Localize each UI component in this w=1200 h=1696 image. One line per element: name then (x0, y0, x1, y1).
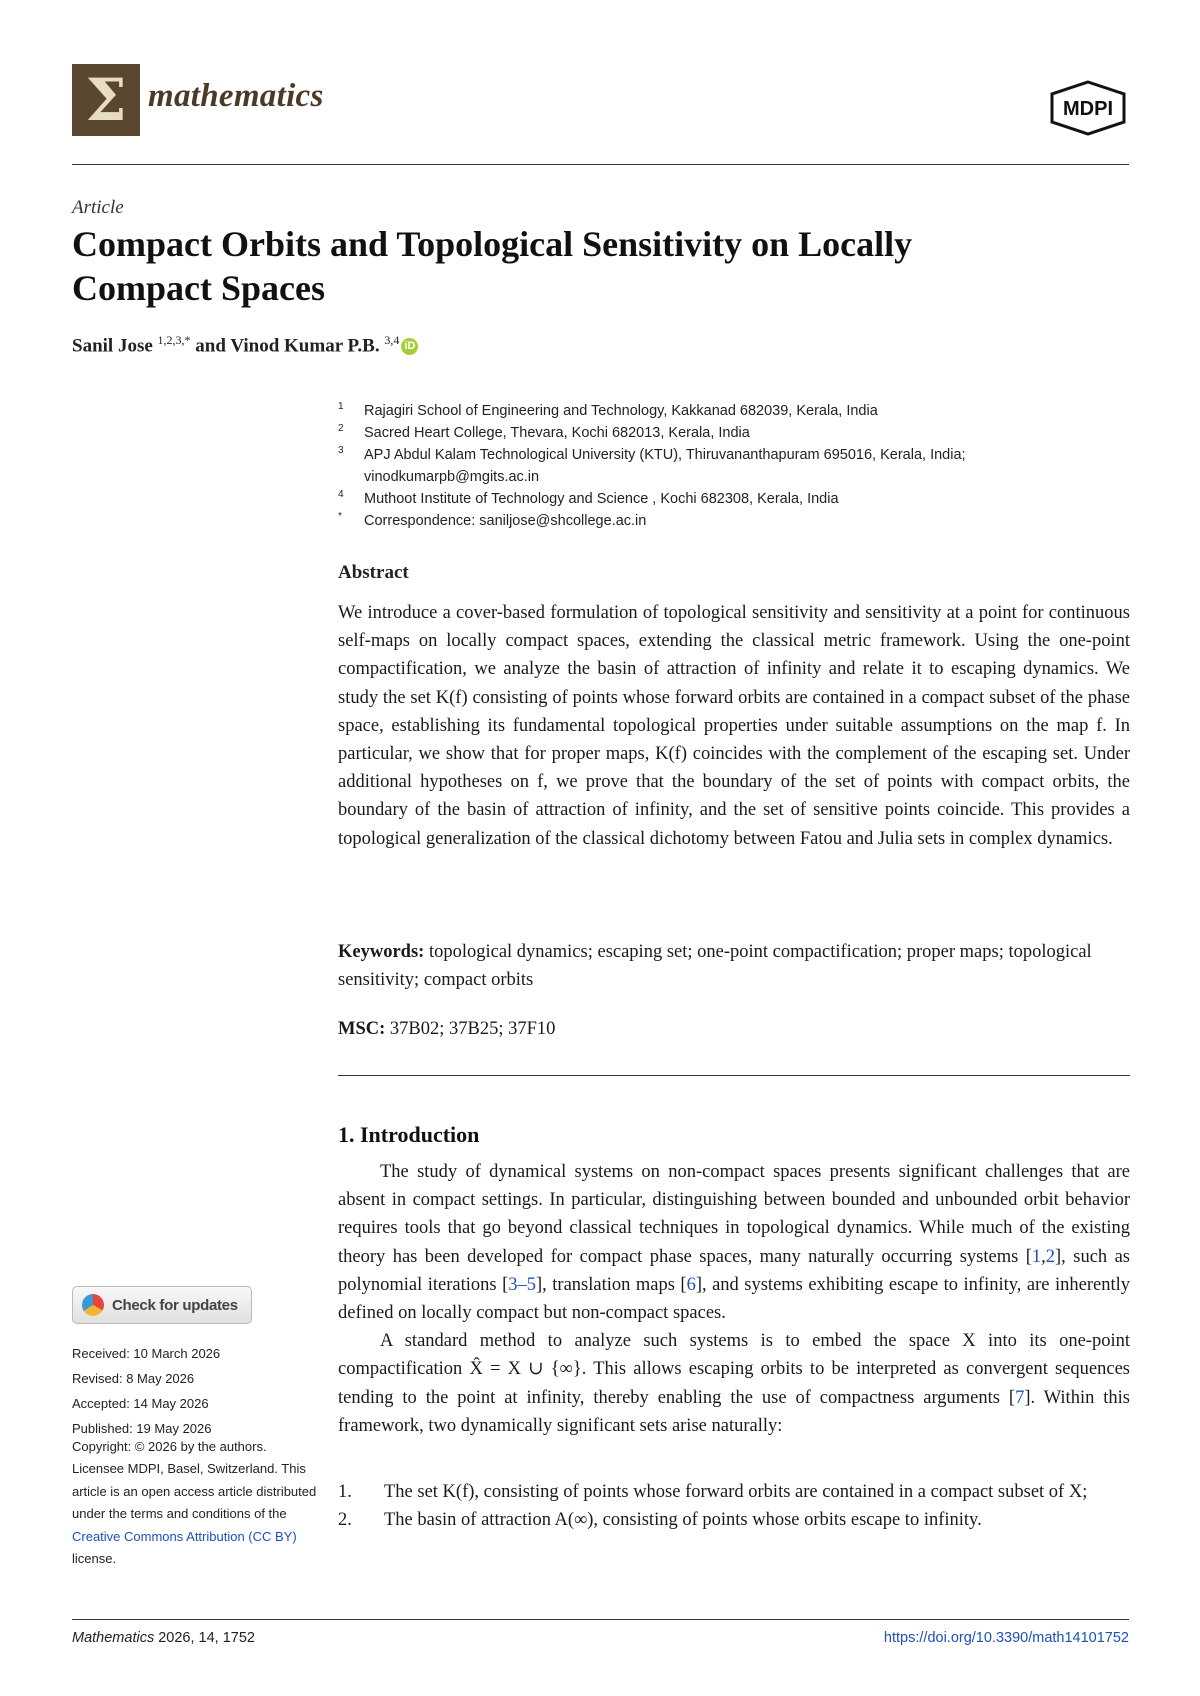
msc-text: 37B02; 37B25; 37F10 (389, 1019, 556, 1039)
list-text: The basin of attraction A(∞), consisting of points whose orbits escape to infinity. (384, 1510, 982, 1531)
affiliation-text: APJ Abdul Kalam Technological University (KTU), Thiruvananthapuram 695016, Kerala, India; (364, 447, 966, 463)
citation-link[interactable]: 3 (508, 1274, 518, 1295)
orcid-icon[interactable]: iD (401, 338, 418, 355)
keywords (338, 938, 1130, 994)
paragraph (338, 1327, 1130, 1440)
revised-date: Revised: 8 May 2026 (72, 1371, 195, 1386)
updates-icon (82, 1294, 104, 1316)
check-updates-label: Check for updates (112, 1296, 238, 1314)
footer-citation (72, 1630, 255, 1646)
citation-link[interactable]: 7 (1015, 1387, 1025, 1408)
copyright-text: Copyright: © 2026 by the authors. Licensee MDPI, Basel, Switzerland. This article is an open access article distributed under the terms and conditions of the (72, 1439, 317, 1522)
author-2-affil: 3,4 (384, 333, 400, 347)
correspondence-item (338, 510, 1138, 532)
abstract-text: We introduce a cover-based formulation of topological sensitivity and sensitivity at a point for continuous self-maps on locally compact spaces, extending the classical metric framework. Using the one-point compactification, we analyze the basin of attraction of infinity and relate it to escaping dynamics. We study the set K(f) consisting of points whose forward orbits are contained in a compact subset of the phase space, establishing its fundamental topological properties under suitable assumptions on the map f. In particular, we show that for proper maps, K(f) coincides with the complement of the escaping set. Under additional hypotheses on f, we prove that the boundary of the set of points with compact orbits, the boundary of the basin of attraction of infinity, and the set of sensitive points coincide. This provides a topological generalization of the classical dichotomy between Fatou and Julia sets in complex dynamics. (338, 603, 1130, 849)
author-1[interactable]: Sanil Jose (72, 335, 153, 357)
keywords-label: Keywords: (338, 942, 425, 962)
journal-name[interactable]: mathematics (148, 78, 324, 114)
accepted-date: Accepted: 14 May 2026 (72, 1396, 209, 1411)
text-run: A standard method to analyze such systems is to embed the space X into its one-point compactification X̂ = X ∪ {∞}. This allows escaping orbits to be interpreted as convergent sequences tending to the point at infinity, thereby enabling the use of compactness arguments [ (338, 1331, 1130, 1408)
check-for-updates-button[interactable] (72, 1286, 252, 1324)
journal-logo (72, 64, 140, 136)
author-1-affil: 1,2,3,* (157, 333, 191, 347)
sigma-glyph: Σ (85, 66, 127, 134)
text-run: ], such as polynomial iterations [ (338, 1246, 1130, 1295)
header-divider (72, 164, 1129, 165)
affiliation-email[interactable]: vinodkumarpb@mgits.ac.in (364, 469, 540, 485)
affiliation-text: Sacred Heart College, Thevara, Kochi 682013, Kerala, India (364, 425, 750, 441)
affiliation-item (338, 444, 1138, 488)
paragraph (338, 1158, 1130, 1327)
affiliation-text: Rajagiri School of Engineering and Technology, Kakkanad 682039, Kerala, India (364, 403, 878, 419)
copyright-notice (72, 1436, 318, 1570)
article-type: Article (72, 197, 124, 218)
text-run: ], and systems exhibiting escape to infinity, are inherently defined on locally compact but non-compact spaces. (338, 1274, 1130, 1324)
list-item (338, 1506, 1130, 1534)
list-item (338, 1478, 1130, 1506)
affiliation-num: 1 (338, 401, 344, 412)
doi-link[interactable]: https://doi.org/10.3390/math14101752 (883, 1630, 1129, 1646)
affiliation-num: 4 (338, 489, 344, 500)
section-heading: 1. Introduction (338, 1122, 480, 1147)
correspondence-text[interactable]: Correspondence: saniljose@shcollege.ac.in (364, 513, 647, 529)
publication-dates (72, 1341, 220, 1441)
numbered-list (338, 1478, 1130, 1534)
citation-link[interactable]: 2 (1045, 1246, 1056, 1267)
author-line (72, 333, 418, 357)
affiliation-item (338, 400, 1138, 422)
affiliation-num: * (338, 511, 342, 522)
received-date: Received: 10 March 2026 (72, 1346, 221, 1361)
affiliation-num: 2 (338, 423, 344, 434)
mdpi-logo-text: MDPI (1063, 98, 1113, 120)
section-divider (338, 1075, 1130, 1076)
text-run: , (1041, 1246, 1046, 1267)
page-title: Compact Orbits and Topological Sensitivity on Locally Compact Spaces (72, 224, 913, 308)
affiliations (338, 400, 1138, 532)
affiliation-item (338, 488, 1138, 510)
abstract-heading: Abstract (338, 562, 409, 583)
citation-dash: – (517, 1274, 527, 1295)
author-2[interactable]: Vinod Kumar P.B. (230, 335, 380, 357)
citation-link[interactable]: 1 (1031, 1246, 1042, 1267)
footer-year-volume: 2026, 14, 1752 (158, 1630, 255, 1646)
affiliation-text: Muthoot Institute of Technology and Science , Kochi 682308, Kerala, India (364, 491, 839, 507)
mdpi-logo-icon[interactable] (1048, 80, 1128, 136)
citation-link[interactable]: 5 (526, 1274, 536, 1295)
list-text: The set K(f), consisting of points whose forward orbits are contained in a compact subset of X; (384, 1482, 1088, 1502)
affiliation-item (338, 422, 1138, 444)
introduction-body (338, 1158, 1130, 1440)
affiliation-num: 3 (338, 445, 344, 456)
footer-journal: Mathematics (72, 1630, 155, 1646)
msc-label: MSC: (338, 1019, 386, 1039)
text-run: ]. Within this framework, two dynamically significant sets arise naturally: (338, 1387, 1130, 1436)
citation-link[interactable]: 6 (686, 1274, 696, 1295)
list-number: 1. (338, 1482, 352, 1502)
text-run: The study of dynamical systems on non-compact spaces presents significant challenges that are absent in compact settings. In particular, distinguishing between bounded and unbounded orbit behavior requires tools that go beyond classical techniques in topological dynamics. While much of the existing theory has been developed for compact phase spaces, many naturally occurring systems [ (338, 1162, 1130, 1267)
footer-divider (72, 1619, 1129, 1620)
license-link[interactable]: Creative Commons Attribution (CC BY) (72, 1528, 297, 1544)
keywords-text: topological dynamics; escaping set; one-point compactification; proper maps; topological sensitivity; compact orbits (338, 942, 1092, 990)
msc-codes (338, 1019, 555, 1040)
copyright-text-end: license. (72, 1551, 117, 1567)
published-date: Published: 19 May 2026 (72, 1421, 212, 1436)
author-and: and (195, 335, 226, 357)
list-number: 2. (338, 1510, 352, 1531)
text-run: ], translation maps [ (536, 1274, 687, 1295)
